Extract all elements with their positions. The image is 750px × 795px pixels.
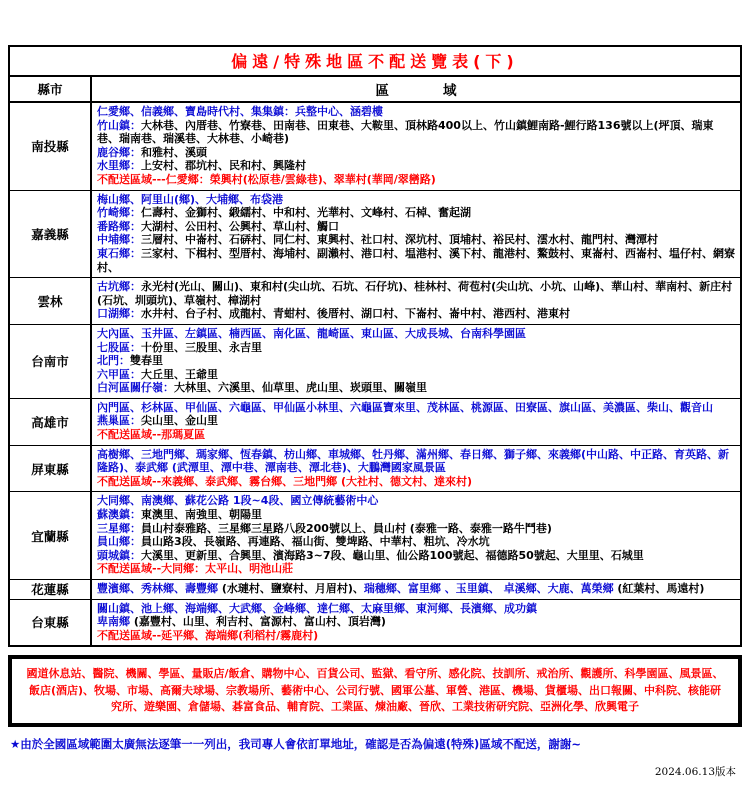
- county-cell: 台南市: [10, 325, 92, 398]
- text-segment: 尖山里、金山里: [141, 414, 218, 428]
- table-row: [10, 103, 740, 190]
- table-row: [10, 491, 740, 579]
- text-segment: 三星鄉：: [97, 521, 141, 535]
- county-cell: 宜蘭縣: [10, 492, 92, 579]
- region-line: [97, 105, 735, 119]
- region-line: [97, 602, 735, 616]
- region-line: [97, 522, 735, 536]
- table-row: [10, 324, 740, 398]
- text-segment: 三家村、下楫村、型厝村、海埔村、副瀨村、港口村、塭港村、溪下村、龍港村、鰲鼓村、東崙村、西崙村、塭仔村、網寮村、: [97, 246, 735, 274]
- county-cell: 花蓮縣: [10, 580, 92, 599]
- text-segment: 口湖鄉：: [97, 307, 141, 321]
- notice-page: [0, 45, 750, 795]
- text-segment: 竹山鎮：: [97, 118, 141, 132]
- region-line: [97, 428, 735, 442]
- region-line: [97, 381, 735, 395]
- text-segment: (嘉豐村、山里、利吉村、富源村、富山村、頂岩灣): [133, 615, 386, 629]
- table-header: [10, 77, 740, 103]
- region-line: [97, 280, 735, 307]
- version-label: 2024.06.13版本: [654, 765, 736, 778]
- text-segment: 北門：: [97, 354, 130, 368]
- text-segment: 蘇澳鎮：: [97, 508, 141, 522]
- text-segment: 仁愛鄉、信義鄉、寶島時代村、集集鎮：兵整中心、涵碧樓: [97, 105, 383, 118]
- region-cell: [92, 325, 740, 398]
- text-segment: 水井村、台子村、成龍村、青蚶村、後厝村、湖口村、下崙村、崙中村、港西村、港東村: [141, 307, 570, 321]
- text-segment: 水里鄉：: [97, 159, 141, 173]
- region-line: [97, 173, 735, 187]
- region-line: [97, 220, 735, 234]
- text-segment: 不配送區域--來義鄉、泰武鄉、霧台鄉、三地門鄉 (大社村、德文村、達來村): [97, 474, 473, 488]
- region-cell: [92, 103, 740, 190]
- region-line: [97, 146, 735, 160]
- region-line: [97, 233, 735, 247]
- text-segment: 三層村、中崙村、石硦村、同仁村、東興村、社口村、深坑村、頂埔村、裕民村、澐水村、龍門村、灣潭村: [141, 233, 658, 247]
- table-row: [10, 445, 740, 492]
- text-segment: 瑞穗鄉、富里鄉 、玉里鎮、 卓溪鄉、大鹿、萬榮鄉: [363, 582, 618, 595]
- text-segment: 上安村、郡坑村、民和村、興隆村: [141, 159, 306, 173]
- region-cell: [92, 278, 740, 324]
- region-cell: [92, 446, 740, 492]
- text-segment: 中埔鄉：: [97, 233, 141, 247]
- region-line: [97, 508, 735, 522]
- county-cell: 台東縣: [10, 600, 92, 646]
- header-region-label: 區 域: [375, 83, 457, 99]
- region-cell: [92, 191, 740, 278]
- region-line: [97, 401, 735, 415]
- text-segment: (紅葉村、馬遠村): [617, 582, 705, 595]
- table-rows: [10, 103, 740, 645]
- text-segment: 員山鄉：: [97, 535, 141, 549]
- text-segment: 仁壽村、金獅村、緞繻村、中和村、光華村、文峰村、石棹、奮起湖: [141, 206, 471, 220]
- region-line: [97, 354, 735, 368]
- text-segment: 竹崎鄉：: [97, 206, 141, 220]
- text-segment: 員山路3段、長嶺路、再連路、福山街、雙埤路、中華村、粗坑、冷水坑: [141, 535, 490, 549]
- text-segment: 高樹鄉、三地門鄉、瑪家鄉、恆春鎮、枋山鄉、車城鄉、牡丹鄉、滿州鄉、春日鄉、獅子鄉、來義鄉(中山路、中正路、育英路、新隆路)、泰武鄉 (武潭里、潭中巷、潭南巷、潭北巷)、大鵬灣國家風景區: [97, 447, 730, 475]
- region-line: [97, 475, 735, 489]
- region-line: [97, 307, 735, 321]
- region-line: [97, 119, 735, 146]
- county-cell: 高雄市: [10, 399, 92, 445]
- region-line: [97, 615, 735, 629]
- text-segment: 古坑鄉：: [97, 280, 141, 294]
- text-segment: 燕巢區：: [97, 414, 141, 428]
- text-segment: 七股區：: [97, 340, 141, 354]
- text-segment: 內門區、杉林區、甲仙區、六龜區、甲仙區小林里、六龜區寶來里、茂林區、桃源區、田寮區、旗山區、美濃區、柴山、觀音山: [97, 400, 713, 414]
- region-cell: [92, 492, 740, 579]
- header-county-label: 縣市: [10, 77, 92, 101]
- region-line: [97, 341, 735, 355]
- text-segment: 東石鄉：: [97, 246, 141, 260]
- region-cell: [92, 580, 740, 599]
- text-segment: 不配送區域--延平鄉、海端鄉(利稻村/霧鹿村): [97, 628, 319, 642]
- table-row: [10, 579, 740, 599]
- region-line: [97, 414, 735, 428]
- text-segment: 永光村(光山、關山)、東和村(尖山坑、石坑、石仔坑)、桂林村、荷苞村(尖山坑、小坑、山峰)、華山村、華南村、新庄村(石坑、圳頭坑)、草嶺村、樟湖村: [97, 280, 733, 307]
- region-table: [8, 45, 742, 647]
- table-row: [10, 398, 740, 445]
- text-segment: 梅山鄉、阿里山(鄉)、大埔鄉、布袋港: [97, 192, 284, 206]
- text-segment: 卑南鄉: [97, 615, 134, 629]
- text-segment: 大溪里、更新里、合興里、濱海路3~7段、龜山里、仙公路100號起、福德路50號起、大里里、石城里: [141, 548, 644, 562]
- text-segment: 關山鎮、池上鄉、海端鄉、大武鄉、金峰鄉、達仁鄉、太麻里鄉、東河鄉、長濱鄉、成功鎮: [97, 601, 537, 615]
- region-line: [97, 193, 735, 207]
- text-segment: 番路鄉：: [97, 219, 141, 233]
- county-cell: 南投縣: [10, 103, 92, 190]
- text-segment: 六甲區：: [97, 367, 141, 381]
- county-cell: 嘉義縣: [10, 191, 92, 278]
- text-segment: 不配送區域--大同鄉：太平山、明池山莊: [97, 562, 294, 576]
- text-segment: 大林里、六溪里、仙草里、虎山里、崁頭里、關嶺里: [174, 381, 427, 395]
- text-segment: 鹿谷鄉：: [97, 145, 141, 159]
- region-line: [97, 159, 735, 173]
- text-segment: 和雅村、溪頭: [141, 145, 207, 159]
- region-line: [97, 448, 735, 475]
- text-segment: 白河區關仔嶺：: [97, 381, 174, 395]
- region-line: [97, 535, 735, 549]
- text-segment: (水璉村、鹽寮村、月眉村)、: [221, 582, 364, 595]
- table-row: [10, 599, 740, 646]
- table-row: [10, 190, 740, 278]
- text-segment: 十份里、三股里、永吉里: [141, 340, 262, 354]
- text-segment: 頭城鎮：: [97, 548, 141, 562]
- text-segment: 豐濱鄉、秀林鄉、壽豐鄉: [97, 582, 222, 595]
- page-title: 偏遠/特殊地區不配送覽表(下): [10, 47, 740, 77]
- region-cell: [92, 600, 740, 646]
- region-line: [97, 206, 735, 220]
- county-cell: 屏東縣: [10, 446, 92, 492]
- text-segment: 東澳里、南強里、朝陽里: [141, 508, 262, 522]
- region-line: [97, 562, 735, 576]
- region-line: [97, 494, 735, 508]
- text-segment: 大湖村、公田村、公興村、草山村、觸口: [141, 219, 339, 233]
- region-line: [97, 247, 735, 274]
- text-segment: 不配送區域--那瑪夏區: [97, 428, 206, 442]
- text-segment: 大同鄉、南澳鄉、蘇花公路 1段~4段、國立傳統藝術中心: [97, 494, 379, 508]
- text-segment: 大丘里、王爺里: [141, 367, 218, 381]
- region-cell: [92, 399, 740, 445]
- table-row: [10, 277, 740, 324]
- text-segment: 雙春里: [130, 354, 163, 368]
- text-segment: 不配送區域---仁愛鄉：榮興村(松原巷/雲綠巷)、翠華村(華岡/翠巒路): [97, 172, 436, 186]
- footer-note: ★由於全國區域範圍太廣無法逐筆一一列出，我司專人會依訂單地址，確認是否為偏遠(特殊)區域不配送，謝謝~: [10, 736, 581, 751]
- region-line: [97, 368, 735, 382]
- restricted-locations-box: 國道休息站、醫院、機關、學區、量販店/飯倉、購物中心、百貨公司、監獄、看守所、感化院、技訓所、戒治所、觀護所、科學園區、風景區、飯店(酒店)、牧場、市場、高爾夫球場、宗教場所、藝術中心、公司行號、國軍公墓、軍營、港區、機場、貨櫃場、出口報關、中科院、核能研究所、遊樂園、倉儲場、碁富食品、輔育院、工業區、煉油廠、晉欣、工業技術研究院、亞洲化學、欣興電子: [8, 655, 742, 727]
- region-line: [97, 629, 735, 643]
- region-line: [97, 549, 735, 563]
- county-cell: 雲林: [10, 278, 92, 324]
- text-segment: 大林巷、內厝巷、竹寮巷、田南巷、田東巷、大鞍里、頂林路400以上、竹山鎮鯉南路-鯉行路136號以上(坪頂、瑞東巷、瑞南巷、瑞溪巷、大林巷、小崎巷): [97, 118, 714, 146]
- text-segment: 大內區、玉井區、左鎮區、楠西區、南化區、龍崎區、東山區、大成長城、台南科學園區: [97, 326, 526, 340]
- region-line: [97, 582, 735, 596]
- region-line: [97, 327, 735, 341]
- text-segment: 員山村泰雅路、三星鄉三星路八段200號以上、員山村 (泰雅一路、泰雅一路牛鬥巷): [141, 521, 552, 535]
